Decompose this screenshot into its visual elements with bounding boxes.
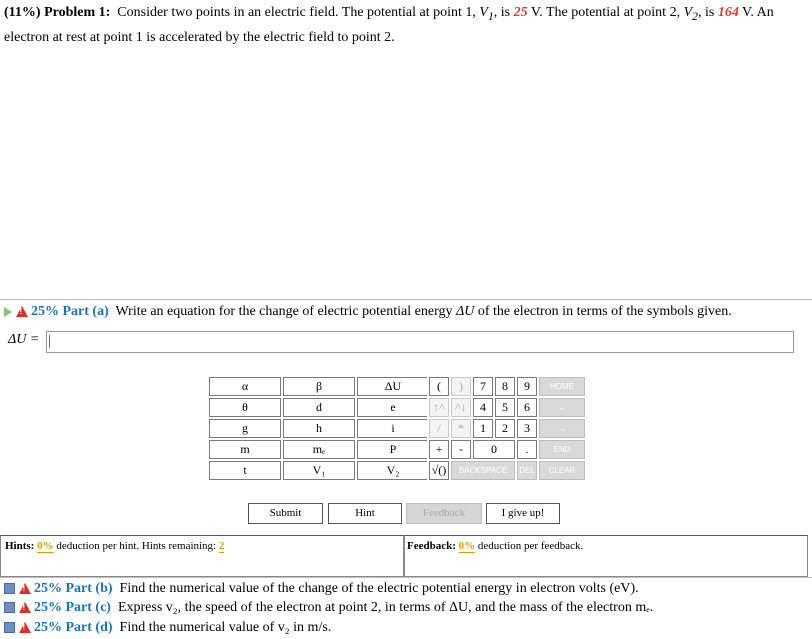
part-b-row[interactable] (4, 581, 639, 597)
part-c-percent: 25% Part (c) (34, 600, 111, 615)
part-d-row[interactable] (4, 620, 331, 636)
problem-weight: (11%) (4, 5, 41, 20)
key-delta-u[interactable]: ΔU (357, 377, 429, 396)
delta-u-symbol: ΔU (456, 304, 475, 319)
key-7[interactable]: 7 (473, 377, 493, 396)
answer-input[interactable] (46, 331, 794, 353)
key-clear[interactable]: CLEAR (539, 461, 585, 480)
key-plus[interactable]: + (429, 440, 449, 459)
key-1[interactable]: 1 (473, 419, 493, 438)
part-d-percent: 25% Part (d) (34, 620, 113, 635)
expand-arrow-icon[interactable] (4, 307, 12, 317)
warning-icon (16, 306, 28, 317)
problem-text: , is (493, 5, 514, 20)
digit-keypad (427, 375, 587, 482)
problem-text: , is (697, 5, 718, 20)
key-alpha[interactable]: α (209, 377, 281, 396)
key-e[interactable]: e (357, 398, 429, 417)
key-t[interactable]: t (209, 461, 281, 480)
key-g[interactable]: g (209, 419, 281, 438)
feedback-percent: 0% (458, 540, 476, 552)
warning-icon (19, 622, 31, 633)
key-del[interactable]: DEL (517, 461, 537, 480)
key-left-arrow[interactable]: ← (539, 398, 585, 417)
give-up-button[interactable]: I give up! (486, 503, 560, 524)
hint-button[interactable]: Hint (328, 503, 402, 524)
part-divider (0, 299, 812, 300)
key-divide[interactable]: / (429, 419, 449, 438)
key-end[interactable]: END (539, 440, 585, 459)
part-b-text: Find the numerical value of the change of the electric potential energy in electron volts (eV). (119, 581, 639, 596)
hints-remaining: 2 (218, 540, 225, 552)
answer-label: ΔU = (8, 332, 40, 347)
key-i[interactable]: i (357, 419, 429, 438)
key-sqrt[interactable]: √() (429, 461, 449, 480)
collapsed-icon (4, 622, 15, 633)
part-a-header (4, 304, 732, 320)
key-2[interactable]: 2 (495, 419, 515, 438)
part-c-row[interactable] (4, 600, 653, 616)
key-4[interactable]: 4 (473, 398, 493, 417)
key-3[interactable]: 3 (517, 419, 537, 438)
problem-text: V. The potential at point 2, (527, 5, 684, 20)
key-close-paren[interactable]: ) (451, 377, 471, 396)
key-8[interactable]: 8 (495, 377, 515, 396)
key-minus[interactable]: - (451, 440, 471, 459)
warning-icon (19, 602, 31, 613)
collapsed-icon (4, 583, 15, 594)
key-6[interactable]: 6 (517, 398, 537, 417)
text-caret (49, 335, 50, 348)
v1-value: 25 (513, 5, 528, 20)
problem-statement (4, 2, 808, 48)
key-h[interactable]: h (283, 419, 355, 438)
feedback-label: Feedback: (407, 540, 456, 552)
feedback-text: deduction per feedback. (475, 540, 584, 552)
key-up-power[interactable]: ↑^ (429, 398, 449, 417)
key-home[interactable]: HOME (539, 377, 585, 396)
key-m-e[interactable]: mₑ (283, 440, 355, 459)
key-theta[interactable]: θ (209, 398, 281, 417)
hints-label: Hints: (5, 540, 35, 552)
part-a-percent: 25% Part (a) (31, 304, 109, 319)
hints-text: deduction per hint. Hints remaining: (53, 540, 219, 552)
submit-button[interactable]: Submit (248, 503, 323, 524)
part-divider (0, 577, 812, 578)
key-open-paren[interactable]: ( (429, 377, 449, 396)
v2-symbol: $V_2$ (683, 5, 698, 23)
key-down-power[interactable]: ^↓ (451, 398, 471, 417)
part-a-text: of the electron in terms of the symbols given. (474, 304, 732, 319)
part-d-text: Find the numerical value of v₂ in m/s. (119, 620, 332, 635)
key-v2[interactable]: V₂ (357, 461, 429, 480)
v2-value: 164 (717, 5, 739, 20)
key-p[interactable]: P (357, 440, 429, 459)
hints-percent: 0% (37, 540, 54, 552)
key-beta[interactable]: β (283, 377, 355, 396)
problem-text: Consider two points in an electric field. The potential at point 1, (117, 5, 480, 20)
v1-symbol: $V_1$ (479, 5, 494, 23)
problem-label: Problem 1: (44, 5, 111, 20)
problem-text: V. An electron at rest at point 1 is accelerated by the electric field to point 2. (4, 5, 774, 45)
feedback-button[interactable]: Feedback (406, 503, 482, 524)
warning-icon (19, 583, 31, 594)
key-right-arrow[interactable]: → (539, 419, 585, 438)
key-d[interactable]: d (283, 398, 355, 417)
feedback-panel (404, 535, 808, 577)
key-dot[interactable]: . (517, 440, 537, 459)
key-m[interactable]: m (209, 440, 281, 459)
key-5[interactable]: 5 (495, 398, 515, 417)
hints-panel (0, 535, 404, 577)
part-c-text: Express v₂, the speed of the electron at point 2, in terms of ΔU, and the mass of the electron mₑ. (117, 600, 654, 615)
part-b-percent: 25% Part (b) (34, 581, 113, 596)
key-v1[interactable]: V₁ (283, 461, 355, 480)
key-0[interactable]: 0 (473, 440, 515, 459)
symbol-keypad (207, 375, 431, 482)
key-multiply[interactable]: * (451, 419, 471, 438)
key-backspace[interactable]: BACKSPACE (451, 461, 515, 480)
part-a-text: Write an equation for the change of electric potential energy (115, 304, 456, 319)
key-9[interactable]: 9 (517, 377, 537, 396)
collapsed-icon (4, 602, 15, 613)
